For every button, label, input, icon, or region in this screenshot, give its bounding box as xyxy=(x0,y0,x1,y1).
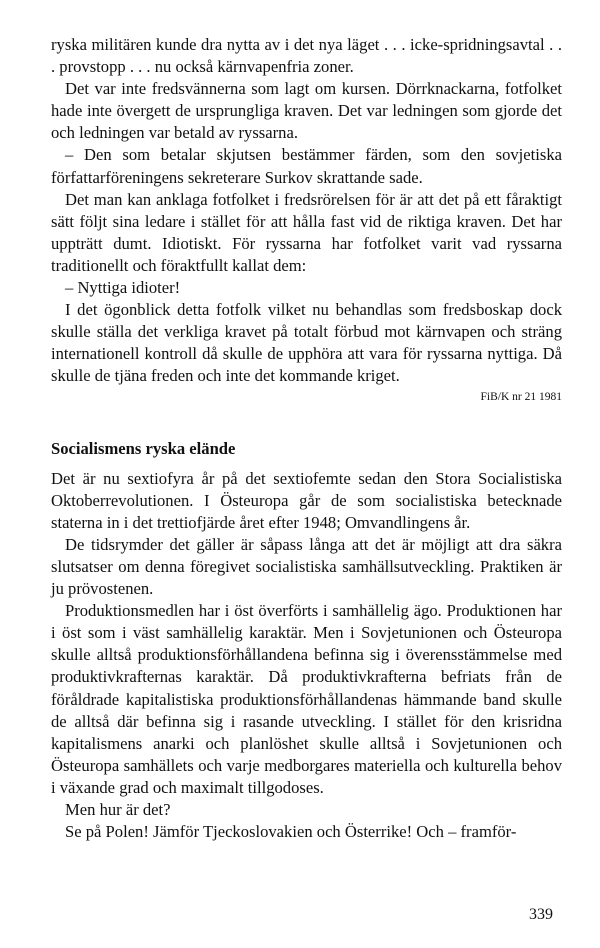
paragraph: I det ögonblick detta fotfolk vilket nu behandlas som fredsboskap dock skulle ställa det verkliga kravet på totalt förbud mot kärnvapen och sträng internationell kontroll då skulle de upphöra att vara för ryssarna nyttiga. Då skulle de tjäna freden och inte det kommande kriget. xyxy=(51,300,562,386)
page-number: 339 xyxy=(529,906,553,923)
paragraph: Det är nu sextiofyra år på det sextiofemte sedan den Stora Socialistiska Oktoberrevolutionen. I Östeuropa går de som socialistiska betecknade staterna in i det trettiofjärde året efter 1948; Omvandlingens år. xyxy=(51,468,562,532)
page-body xyxy=(51,34,562,843)
paragraph: ryska militären kunde dra nytta av i det nya läget . . . icke-spridningsavtal . . . provstopp . . . nu också kärnvapenfria zoner. xyxy=(51,35,562,77)
paragraph: Det man kan anklaga fotfolket i fredsrörelsen för är att det på ett fåraktigt sätt följt sina ledare i stället för att hålla fast vid de riktiga kraven. Det har uppträtt dumt. Idiotiskt. För ryssarna har fotfolket varit vad ryssarna traditionellt och föraktfullt kallat dem: xyxy=(51,189,562,275)
section-heading: Socialismens ryska elände xyxy=(51,438,236,458)
paragraph: De tidsrymder det gäller är såpass långa att det är möjligt att dra säkra slutsatser om denna föregivet socialistiska samhällsutveckling. Praktiken är ju prövostenen. xyxy=(51,534,562,599)
quote-paragraph: – Den som betalar skjutsen bestämmer färden, som den sovjetiska författarföreningens sekreterare Surkov skrattande sade. xyxy=(51,145,562,187)
paragraph: Men hur är det? xyxy=(65,800,171,819)
paragraph: Se på Polen! Jämför Tjeckoslovakien och Österrike! Och – framför- xyxy=(65,822,517,842)
source-citation: FiB/K nr 21 1981 xyxy=(480,390,562,403)
paragraph: Produktionsmedlen har i öst överförts i samhällelig ägo. Produktionen har i öst som i väst samhällelig karaktär. Men i Sovjetunionen och Östeuropa skulle alltså produktionsförhållandena befinna sig i överensstämmelse med produktivkrafternas karaktär. Då produktivkrafterna befriats från de föråldrade kapitalistiska produktionsförhållandenas hämmande band skulle de alltså där befinna sig i rasande utveckling. I stället för den krisridna kapitalismens anarki och planlöshet skulle alltså i Sovjetunionen och Östeuropa samhällets och varje medborgares materiella och kulturella behov i växande grad och maximalt tillgodoses. xyxy=(51,601,562,797)
quote-paragraph: – Nyttiga idioter! xyxy=(65,278,181,298)
paragraph: Det var inte fredsvännerna som lagt om kursen. Dörrknackarna, fotfolket hade inte övergett de ursprungliga kraven. Det var ledningen som gjorde det och ledningen var betald av ryssarna. xyxy=(51,79,562,143)
